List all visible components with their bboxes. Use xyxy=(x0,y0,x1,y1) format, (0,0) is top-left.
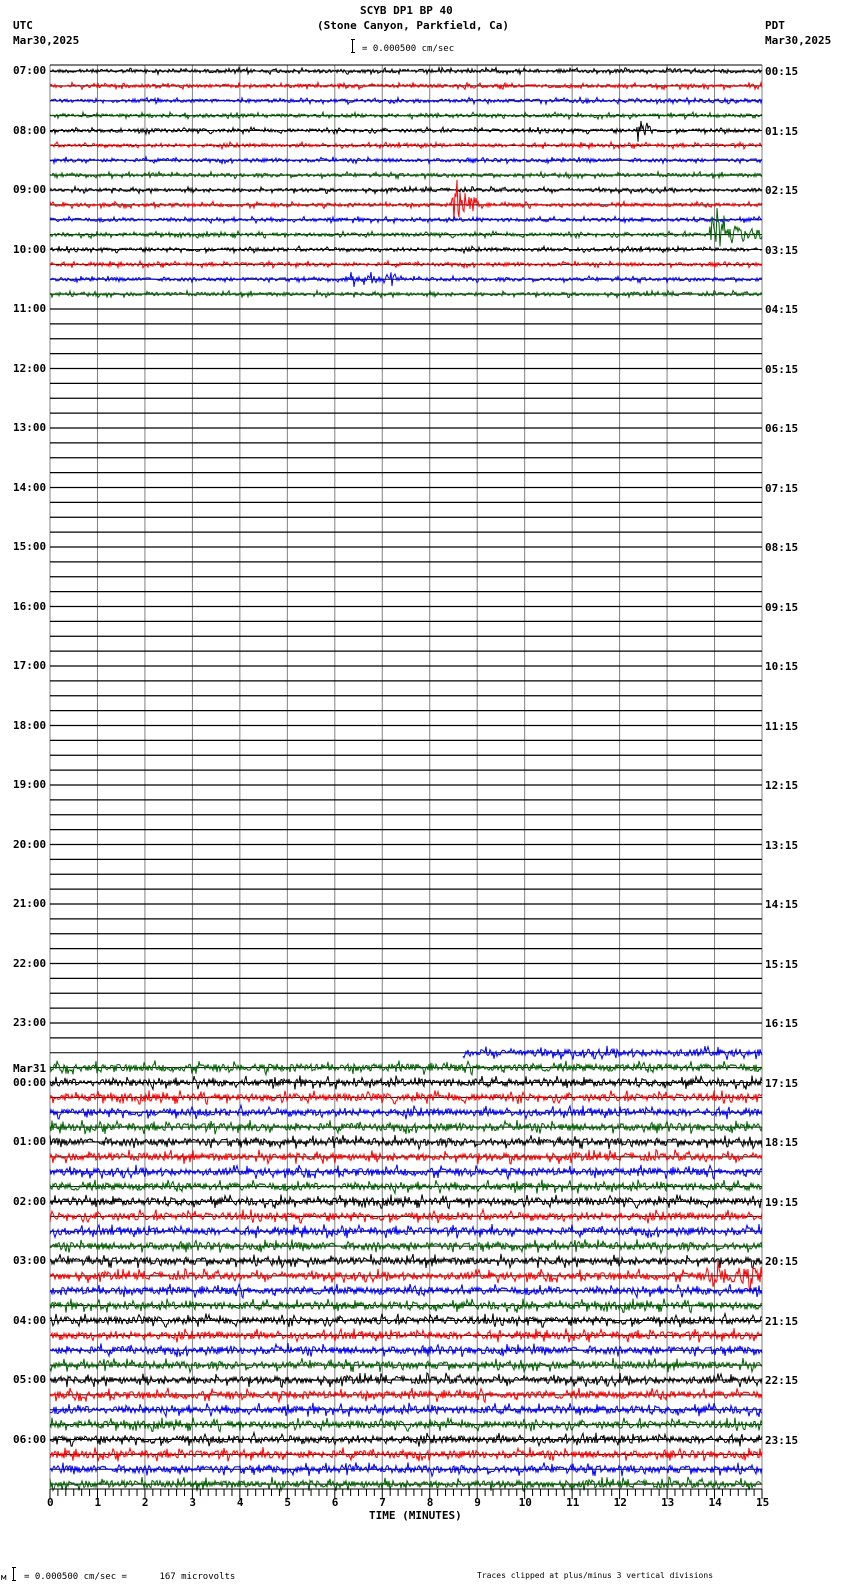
x-tick-label: 5 xyxy=(284,1496,291,1509)
x-tick-label: 12 xyxy=(613,1496,627,1509)
left-time-label: 09:00 xyxy=(13,183,47,196)
left-time-label: 10:00 xyxy=(13,242,47,256)
right-time-label: 22:15 xyxy=(765,1374,799,1387)
chart-title: SCYB DP1 BP 40 xyxy=(360,4,453,17)
x-tick-label: 9 xyxy=(474,1496,481,1509)
left-time-label: 23:00 xyxy=(13,1016,47,1029)
left-time-label: 22:00 xyxy=(13,956,47,970)
x-tick-label: 2 xyxy=(141,1496,149,1509)
x-tick-label: 0 xyxy=(47,1496,54,1509)
right-time-label: 15:15 xyxy=(765,957,799,971)
x-tick-label: 6 xyxy=(331,1496,339,1509)
right-time-label: 12:15 xyxy=(765,779,799,792)
x-tick-label: 15 xyxy=(756,1496,770,1509)
left-time-label: 08:00 xyxy=(13,123,47,137)
left-time-label: 06:00 xyxy=(13,1432,47,1446)
right-time-label: 00:15 xyxy=(765,65,799,78)
x-tick-label: 10 xyxy=(518,1496,532,1509)
right-time-label: 01:15 xyxy=(765,124,799,138)
x-tick-label: 14 xyxy=(708,1496,722,1509)
right-time-label: 03:15 xyxy=(765,243,799,257)
x-tick-label: 7 xyxy=(379,1496,386,1509)
x-tick-label: 8 xyxy=(426,1496,434,1509)
left-time-label: 17:00 xyxy=(13,659,47,672)
left-time-label: 11:00 xyxy=(13,302,47,315)
right-time-label: 07:15 xyxy=(765,481,799,495)
right-time-label: 21:15 xyxy=(765,1314,799,1328)
right-time-label: 17:15 xyxy=(765,1076,799,1090)
left-time-label: 00:00 xyxy=(13,1075,47,1089)
x-tick-label: 1 xyxy=(94,1496,102,1509)
left-time-label: 07:00 xyxy=(13,64,47,77)
left-time-label: 01:00 xyxy=(13,1135,47,1148)
left-date-label: Mar31 xyxy=(13,1061,47,1075)
left-time-label: 02:00 xyxy=(13,1194,47,1208)
left-time-label: 13:00 xyxy=(13,421,47,434)
right-time-label: 13:15 xyxy=(765,838,799,852)
left-time-label: 19:00 xyxy=(13,778,47,791)
right-time-label: 16:15 xyxy=(765,1017,799,1030)
left-time-label: 05:00 xyxy=(13,1373,47,1386)
right-time-label: 10:15 xyxy=(765,660,799,673)
right-time-label: 05:15 xyxy=(765,362,799,376)
right-time-label: 04:15 xyxy=(765,303,799,316)
left-time-label: 14:00 xyxy=(13,480,47,494)
x-tick-label: 4 xyxy=(236,1496,244,1509)
footer-scale-bar-icon xyxy=(12,1567,16,1581)
right-time-label: 09:15 xyxy=(765,600,799,614)
x-tick-label: 13 xyxy=(661,1496,675,1509)
right-timezone: PDT xyxy=(765,19,785,32)
x-tick-label: 3 xyxy=(189,1496,197,1509)
left-time-label: 21:00 xyxy=(13,897,47,910)
right-time-label: 20:15 xyxy=(765,1255,799,1268)
footer-prefix: м xyxy=(1,1573,7,1583)
right-time-label: 14:15 xyxy=(765,898,799,911)
footer-clip-note: Traces clipped at plus/minus 3 vertical divisions xyxy=(477,1571,714,1580)
left-time-label: 03:00 xyxy=(13,1254,47,1267)
right-time-label: 06:15 xyxy=(765,422,799,435)
right-date: Mar30,2025 xyxy=(765,34,832,47)
right-time-label: 23:15 xyxy=(765,1433,799,1447)
left-time-label: 04:00 xyxy=(13,1313,47,1327)
left-time-label: 18:00 xyxy=(13,718,47,732)
footer-scale-note: = 0.000500 cm/sec = 167 microvolts xyxy=(24,1572,236,1582)
right-time-label: 19:15 xyxy=(765,1195,799,1209)
right-time-label: 02:15 xyxy=(765,184,799,197)
x-axis-label: TIME (MINUTES) xyxy=(369,1509,462,1522)
right-time-label: 08:15 xyxy=(765,541,799,554)
right-time-label: 18:15 xyxy=(765,1136,799,1149)
left-date: Mar30,2025 xyxy=(13,34,80,47)
left-time-label: 15:00 xyxy=(13,540,47,553)
left-time-label: 20:00 xyxy=(13,837,47,851)
scale-label: = 0.000500 cm/sec xyxy=(362,44,455,54)
left-time-label: 16:00 xyxy=(13,599,47,613)
x-tick-label: 11 xyxy=(566,1496,580,1509)
chart-subtitle: (Stone Canyon, Parkfield, Ca) xyxy=(317,19,510,32)
right-time-label: 11:15 xyxy=(765,719,799,733)
left-timezone: UTC xyxy=(13,19,33,32)
left-time-label: 12:00 xyxy=(13,361,47,375)
